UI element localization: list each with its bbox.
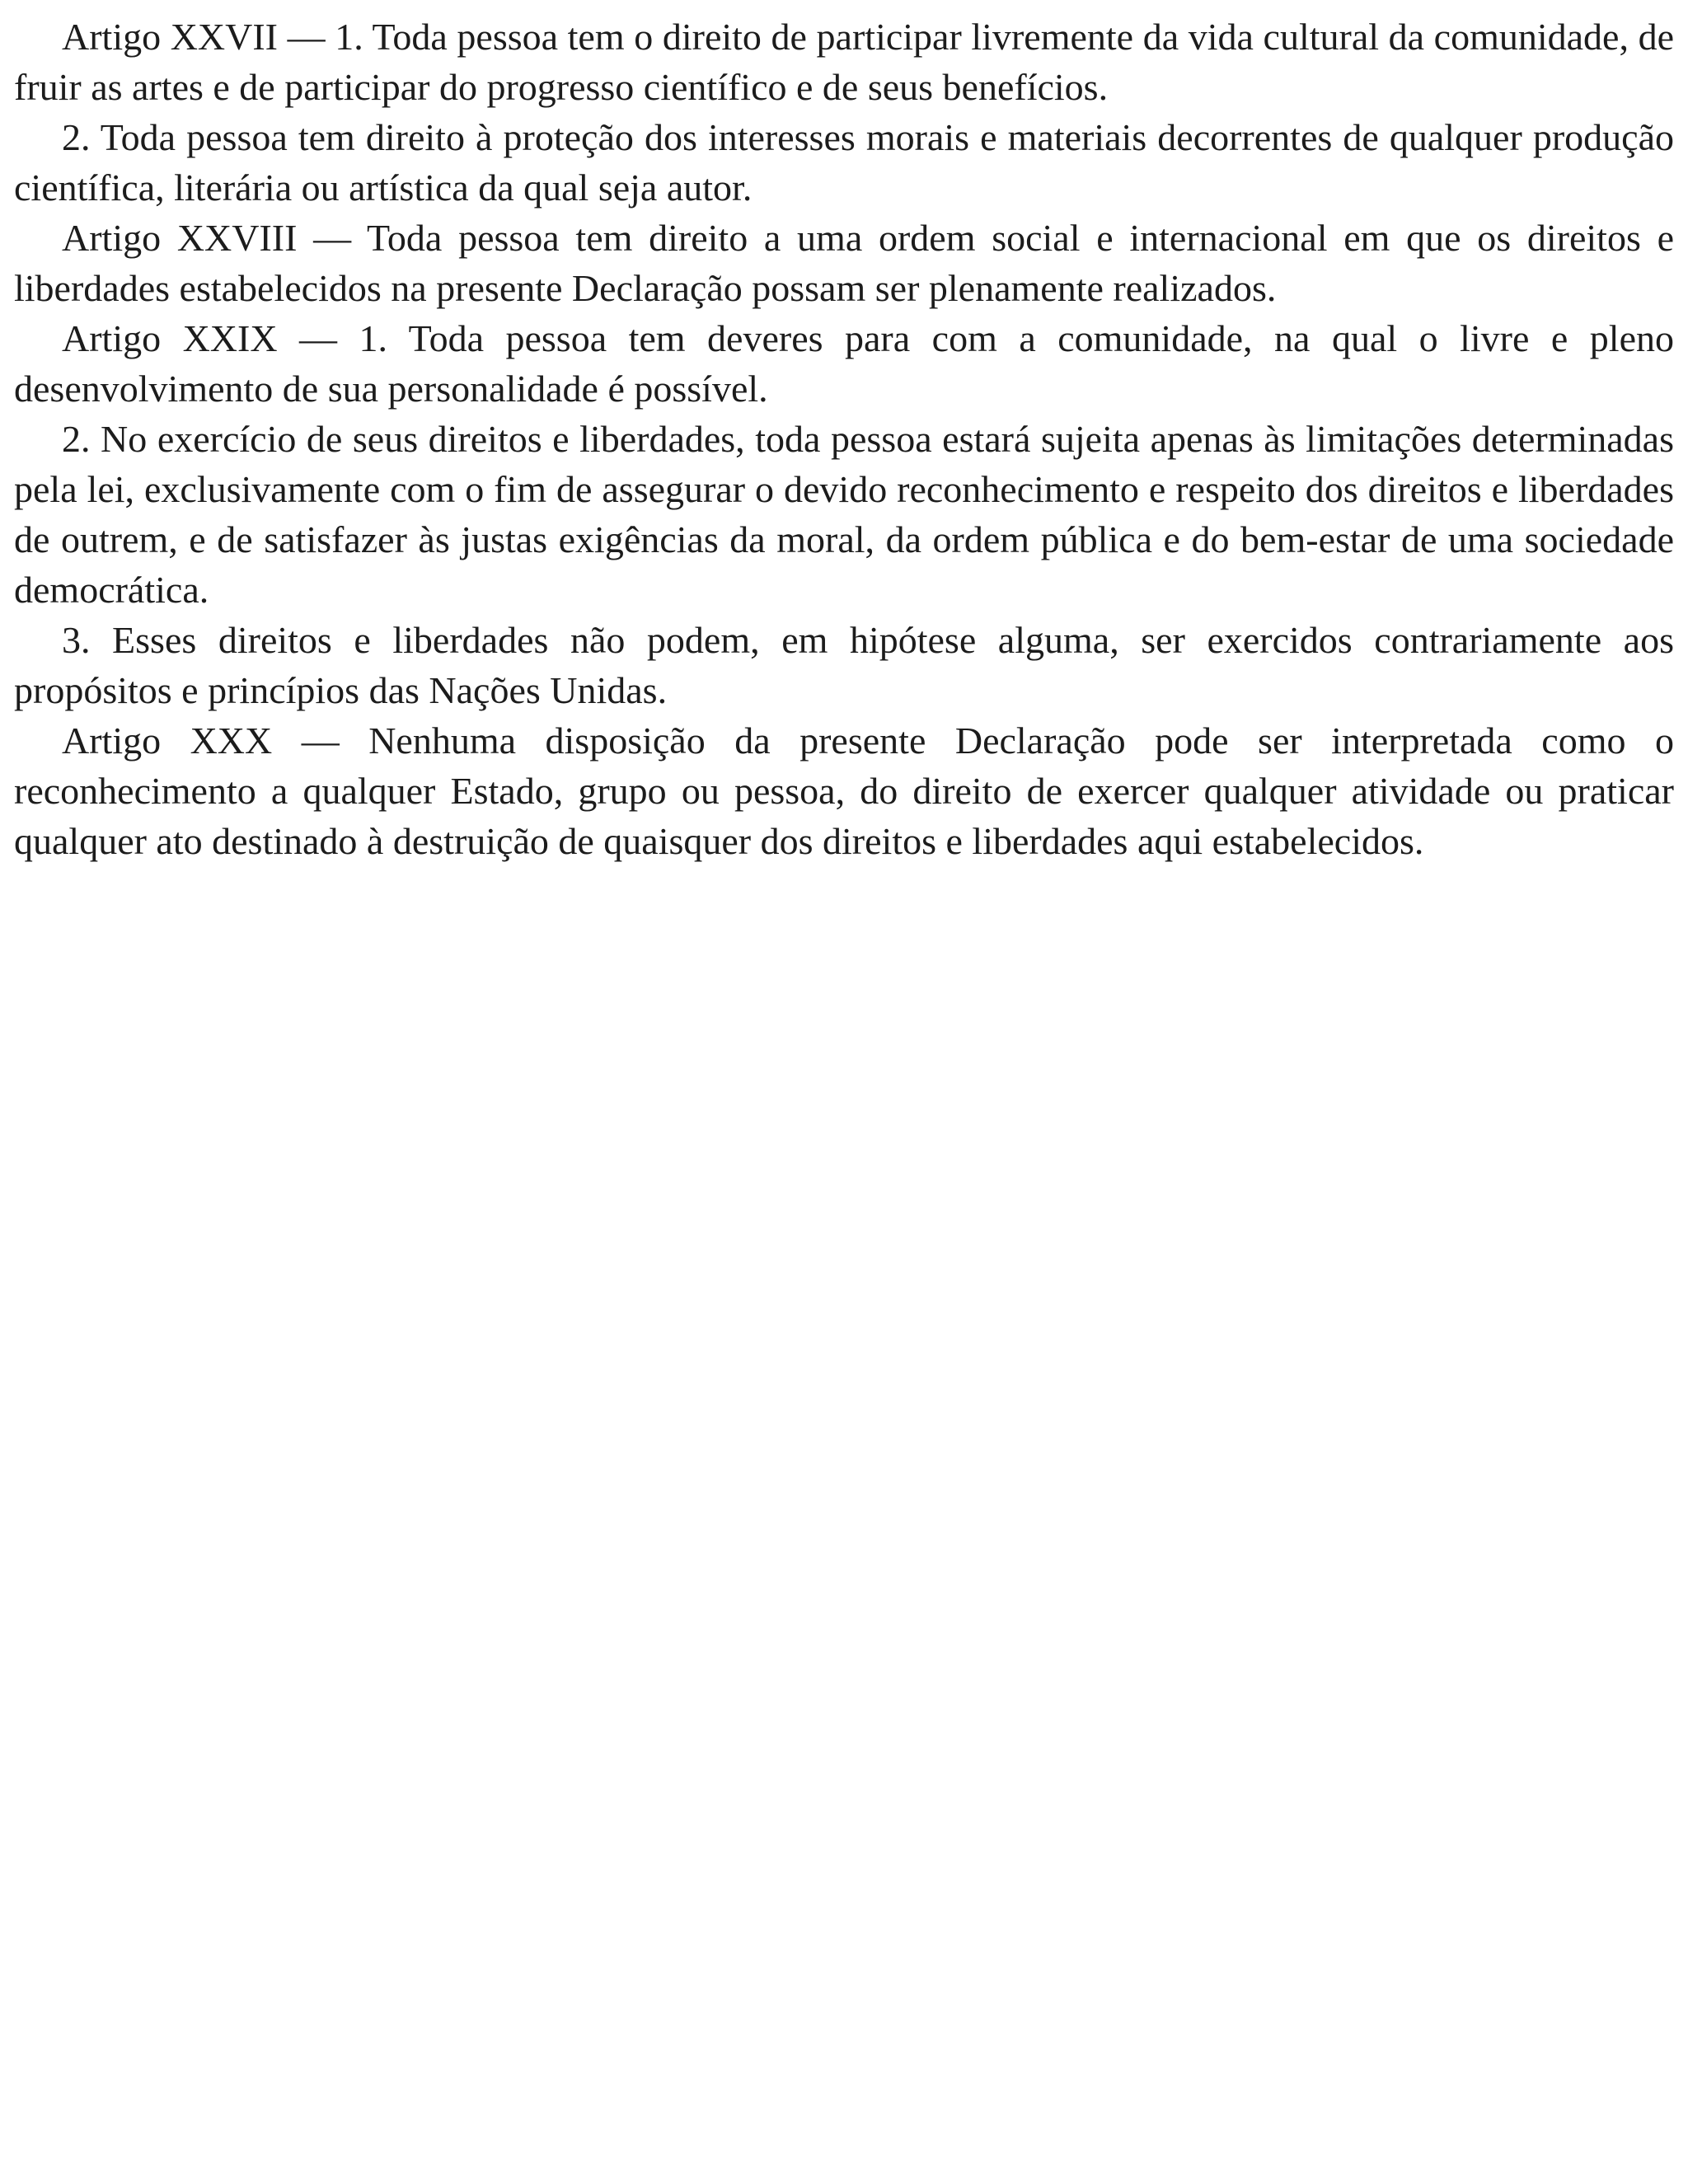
article-29-paragraph-1: Artigo XXIX — 1. Toda pessoa tem deveres para com a comunidade, na qual o livre e pleno desenvolvimento de sua personalidade é possível.: [14, 317, 1674, 410]
document-body: [14, 12, 1674, 866]
article-27-paragraph-1: Artigo XXVII — 1. Toda pessoa tem o direito de participar livremente da vida cultural da comunidade, de fruir as artes e de participar do progresso científico e de seus benefícios.: [14, 16, 1674, 108]
article-28-paragraph: Artigo XXVIII — Toda pessoa tem direito a uma ordem social e internacional em que os direitos e liberdades estabelecidos na presente Declaração possam ser plenamente realizados.: [14, 217, 1674, 309]
article-27-paragraph-2: 2. Toda pessoa tem direito à proteção dos interesses morais e materiais decorrentes de qualquer produção científica, literária ou artística da qual seja autor.: [14, 116, 1674, 209]
article-29-paragraph-3: 3. Esses direitos e liberdades não podem, em hipótese alguma, ser exercidos contrariamente aos propósitos e princípios das Nações Unidas.: [14, 619, 1674, 711]
article-30-paragraph: Artigo XXX — Nenhuma disposição da presente Declaração pode ser interpretada como o reconhecimento a qualquer Estado, grupo ou pessoa, do direito de exercer qualquer atividade ou praticar qualquer ato destinado à destruição de quaisquer dos direitos e liberdades aqui estabelecidos.: [14, 719, 1674, 862]
article-29-paragraph-2: 2. No exercício de seus direitos e liberdades, toda pessoa estará sujeita apenas às limitações determinadas pela lei, exclusivamente com o fim de assegurar o devido reconhecimento e respeito dos direitos e liberdades de outrem, e de satisfazer às justas exigências da moral, da ordem pública e do bem-estar de uma sociedade democrática.: [14, 418, 1674, 611]
